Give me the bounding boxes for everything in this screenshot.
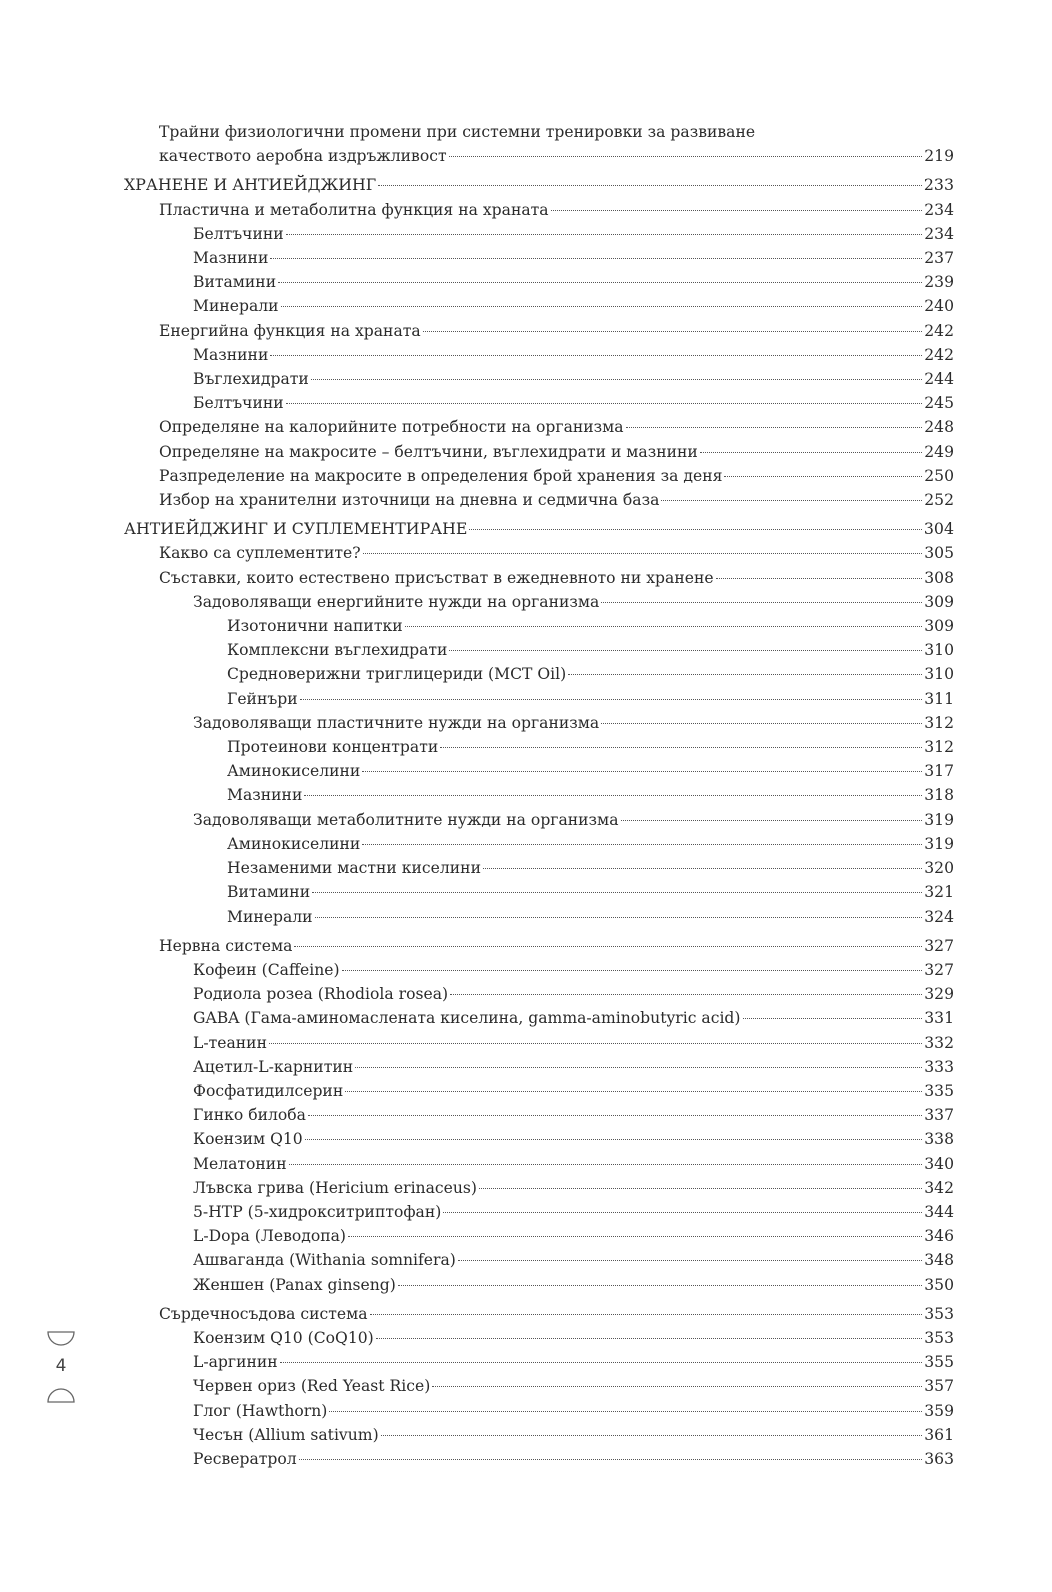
toc-page-number: 242 xyxy=(924,345,954,364)
toc-entry-title: АНТИЕЙДЖИНГ И СУПЛЕМЕНТИРАНЕ xyxy=(124,519,468,539)
toc-page-number: 244 xyxy=(924,370,954,389)
toc-entry-title: Кофеин (Caffeine) xyxy=(193,960,340,979)
toc-page-number: 317 xyxy=(924,762,954,781)
dot-leader xyxy=(315,917,923,918)
dot-leader xyxy=(304,795,922,796)
toc-entry xyxy=(124,735,954,759)
page-mark-bottom-ornament xyxy=(46,1386,76,1404)
toc-page-number: 363 xyxy=(924,1449,954,1468)
dot-leader xyxy=(724,476,922,477)
toc-entry-title: Нервна система xyxy=(159,936,293,955)
page-number-mark xyxy=(44,1330,78,1404)
toc-section-heading xyxy=(124,173,954,197)
toc-page-number: 242 xyxy=(924,321,954,340)
dot-leader xyxy=(743,1018,923,1019)
dot-leader xyxy=(381,1435,923,1436)
toc-entry xyxy=(124,958,954,982)
toc-entry-title: Разпределение на макросите в определения брой хранения за деня xyxy=(159,466,723,485)
toc-entry xyxy=(124,783,954,807)
dot-leader xyxy=(661,500,922,501)
dot-leader xyxy=(345,1091,922,1092)
toc-page-number: 355 xyxy=(924,1353,954,1372)
toc-page-number: 239 xyxy=(924,273,954,292)
toc-entry-title: Протеинови концентрати xyxy=(227,738,439,757)
toc-entry-title: Съставки, които естествено присъстват в ежедневното ни хранене xyxy=(159,568,714,587)
toc-entry-title: Минерали xyxy=(227,907,313,926)
toc-entry-title: Задоволяващи пластичните нужди на организма xyxy=(193,713,600,732)
toc-entry-title: Избор на хранителни източници на дневна и седмична база xyxy=(159,491,660,510)
toc-entry xyxy=(124,120,954,144)
toc-page-number: 361 xyxy=(924,1425,954,1444)
dot-leader xyxy=(601,602,922,603)
toc-page-number: 234 xyxy=(924,224,954,243)
dot-leader xyxy=(289,1164,923,1165)
toc-entry-title: Родиола розеа (Rhodiola rosea) xyxy=(193,985,449,1004)
toc-entry-title: Задоволяващи метаболитните нужди на организма xyxy=(193,810,619,829)
toc-page-number: 353 xyxy=(924,1328,954,1347)
toc-entry xyxy=(124,1302,954,1326)
toc-page-number: 219 xyxy=(924,147,954,166)
toc-entry xyxy=(124,662,954,686)
dot-leader xyxy=(362,771,922,772)
toc-entry xyxy=(124,832,954,856)
page-mark-top-ornament xyxy=(46,1330,76,1348)
toc-entry-title: Определяне на макросите – белтъчини, въглехидрати и мазнини xyxy=(159,442,698,461)
dot-leader xyxy=(621,820,923,821)
dot-leader xyxy=(305,1139,923,1140)
toc-page-number: 237 xyxy=(924,249,954,268)
dot-leader xyxy=(551,210,923,211)
toc-page-number: 304 xyxy=(923,519,954,539)
dot-leader xyxy=(405,626,923,627)
toc-page-number: 353 xyxy=(924,1304,954,1323)
dot-leader xyxy=(450,994,922,995)
toc-entry xyxy=(124,294,954,318)
toc-entry xyxy=(124,687,954,711)
dot-leader xyxy=(280,1362,923,1363)
toc-entry xyxy=(124,246,954,270)
toc-entry-title: Комплексни въглехидрати xyxy=(227,641,448,660)
toc-entry xyxy=(124,1224,954,1248)
toc-page-number: 357 xyxy=(924,1377,954,1396)
toc-entry-title: Определяне на калорийните потребности на организма xyxy=(159,418,624,437)
toc-entry-title: L-теанин xyxy=(193,1033,267,1052)
dot-leader xyxy=(601,723,922,724)
toc-page-number: 342 xyxy=(924,1178,954,1197)
toc-entry xyxy=(124,1350,954,1374)
dot-leader xyxy=(700,452,922,453)
toc-entry xyxy=(124,1273,954,1297)
toc-entry-title: Въглехидрати xyxy=(193,370,309,389)
toc-entry xyxy=(124,1152,954,1176)
dot-leader xyxy=(458,1260,922,1261)
dot-leader xyxy=(449,156,923,157)
dot-leader xyxy=(269,1043,922,1044)
dot-leader xyxy=(362,844,922,845)
toc-entry-title: Незаменими мастни киселини xyxy=(227,859,481,878)
toc-entry-title: Чесън (Allium sativum) xyxy=(193,1425,379,1444)
toc-entry xyxy=(124,541,954,565)
dot-leader xyxy=(440,747,922,748)
toc-page-number: 309 xyxy=(924,617,954,636)
toc-entry-title: Енергийна функция на храната xyxy=(159,321,421,340)
toc-entry-title: Глог (Hawthorn) xyxy=(193,1401,328,1420)
toc-entry-title: Ацетил-L-карнитин xyxy=(193,1057,354,1076)
toc-entry-title: Витамини xyxy=(227,883,311,902)
toc-entry xyxy=(124,1423,954,1447)
toc-page-number: 312 xyxy=(924,713,954,732)
toc-entry-title: Гинко билоба xyxy=(193,1106,306,1125)
toc-entry xyxy=(124,488,954,512)
toc-page-number: 321 xyxy=(924,883,954,902)
toc-page-number: 333 xyxy=(924,1057,954,1076)
dot-leader xyxy=(568,674,922,675)
toc-entry-title: Коензим Q10 (CoQ10) xyxy=(193,1328,374,1347)
toc-entry xyxy=(124,343,954,367)
toc-page-number: 308 xyxy=(924,568,954,587)
toc-page-number: 305 xyxy=(924,544,954,563)
toc-entry xyxy=(124,415,954,439)
toc-entry-title: Сърдечносъдова система xyxy=(159,1304,368,1323)
toc-entry xyxy=(124,1200,954,1224)
toc-page-number: 311 xyxy=(924,689,954,708)
toc-entry xyxy=(124,198,954,222)
toc-page-number: 319 xyxy=(924,834,954,853)
dot-leader xyxy=(370,1314,923,1315)
toc-page-number: 309 xyxy=(924,592,954,611)
dot-leader xyxy=(348,1236,922,1237)
toc-page-number: 245 xyxy=(924,394,954,413)
toc-entry-title: Коензим Q10 xyxy=(193,1130,303,1149)
toc-entry xyxy=(124,1079,954,1103)
toc-entry xyxy=(124,367,954,391)
toc-entry xyxy=(124,1103,954,1127)
toc-page-number: 310 xyxy=(924,665,954,684)
toc-page-number: 329 xyxy=(924,985,954,1004)
toc-entry-title: Задоволяващи енергийните нужди на организма xyxy=(193,592,600,611)
toc-entry xyxy=(124,880,954,904)
dot-leader xyxy=(479,1188,922,1189)
toc-entry-title: качеството аеробна издръжливост xyxy=(159,147,447,166)
toc-entry-title: Витамини xyxy=(193,273,277,292)
toc-page-number: 327 xyxy=(924,936,954,955)
dot-leader xyxy=(286,403,923,404)
toc-entry-title: GABA (Гама-аминомаслената киселина, gamma-aminobutyric acid) xyxy=(193,1009,741,1028)
toc-entry xyxy=(124,982,954,1006)
dot-leader xyxy=(432,1386,922,1387)
toc-entry xyxy=(124,905,954,929)
table-of-contents xyxy=(124,120,954,1471)
toc-entry-title: Пластична и метаболитна функция на храната xyxy=(159,200,549,219)
toc-entry xyxy=(124,391,954,415)
dot-leader xyxy=(376,1338,922,1339)
dot-leader xyxy=(378,185,922,186)
toc-entry-title: ХРАНЕНЕ И АНТИЕЙДЖИНГ xyxy=(124,175,377,195)
toc-page-number: 312 xyxy=(924,738,954,757)
toc-entry-title: Мазнини xyxy=(227,786,303,805)
toc-page-number: 324 xyxy=(924,907,954,926)
dot-leader xyxy=(355,1067,922,1068)
toc-entry xyxy=(124,1447,954,1471)
toc-page-number: 320 xyxy=(924,859,954,878)
toc-entry xyxy=(124,590,954,614)
toc-entry xyxy=(124,1176,954,1200)
toc-entry xyxy=(124,856,954,880)
dot-leader xyxy=(286,234,923,235)
toc-entry xyxy=(124,270,954,294)
toc-entry xyxy=(124,1031,954,1055)
toc-page-number: 252 xyxy=(924,491,954,510)
dot-leader xyxy=(423,331,923,332)
toc-entry-title: Белтъчини xyxy=(193,224,284,243)
toc-entry xyxy=(124,566,954,590)
dot-leader xyxy=(342,970,923,971)
toc-page-number: 248 xyxy=(924,418,954,437)
toc-entry-title: Мелатонин xyxy=(193,1154,287,1173)
dot-leader xyxy=(308,1115,922,1116)
toc-page-number: 350 xyxy=(924,1275,954,1294)
toc-entry xyxy=(124,464,954,488)
toc-entry xyxy=(124,1374,954,1398)
dot-leader xyxy=(294,946,922,947)
toc-page-number: 331 xyxy=(924,1009,954,1028)
toc-entry xyxy=(124,759,954,783)
toc-page-number: 344 xyxy=(924,1202,954,1221)
dot-leader xyxy=(398,1285,922,1286)
toc-page-number: 332 xyxy=(924,1033,954,1052)
toc-page-number: 250 xyxy=(924,466,954,485)
toc-entry-title: Аминокиселини xyxy=(227,834,361,853)
toc-entry-title: Какво са суплементите? xyxy=(159,544,361,563)
toc-entry-title: Ресвератрол xyxy=(193,1449,297,1468)
toc-page-number: 346 xyxy=(924,1227,954,1246)
toc-entry-title: Лъвска грива (Hericium erinaceus) xyxy=(193,1178,477,1197)
toc-page-number: 318 xyxy=(924,786,954,805)
toc-page-number: 249 xyxy=(924,442,954,461)
toc-entry-title: 5-HTP (5-хидрокситриптофан) xyxy=(193,1202,442,1221)
toc-entry-title: Средноверижни триглицериди (MCT Oil) xyxy=(227,665,567,684)
toc-entry-title: Фосфатидилсерин xyxy=(193,1081,344,1100)
dot-leader xyxy=(311,379,922,380)
dot-leader xyxy=(312,892,922,893)
toc-entry-title: Трайни физиологични промени при системни тренировки за развиване xyxy=(159,123,756,141)
dot-leader xyxy=(281,306,923,307)
dot-leader xyxy=(716,578,923,579)
toc-entry xyxy=(124,1055,954,1079)
toc-entry xyxy=(124,638,954,662)
dot-leader xyxy=(278,282,922,283)
toc-entry-title: L-аргинин xyxy=(193,1353,278,1372)
toc-page-number: 337 xyxy=(924,1106,954,1125)
toc-entry xyxy=(124,144,954,168)
toc-page-number: 310 xyxy=(924,641,954,660)
toc-entry xyxy=(124,1006,954,1030)
toc-entry-title: Мазнини xyxy=(193,249,269,268)
toc-entry xyxy=(124,319,954,343)
toc-entry-title: Мазнини xyxy=(193,345,269,364)
toc-entry-title: L-Dopa (Леводопа) xyxy=(193,1227,347,1246)
toc-entry-title: Гейнъри xyxy=(227,689,298,708)
toc-page-number: 234 xyxy=(924,200,954,219)
dot-leader xyxy=(443,1212,922,1213)
toc-page-number: 338 xyxy=(924,1130,954,1149)
toc-entry xyxy=(124,614,954,638)
toc-entry xyxy=(124,1399,954,1423)
dot-leader xyxy=(329,1411,922,1412)
toc-page-number: 327 xyxy=(924,960,954,979)
toc-page-number: 240 xyxy=(924,297,954,316)
page-number: 4 xyxy=(55,1356,67,1376)
dot-leader xyxy=(300,699,923,700)
toc-entry xyxy=(124,1127,954,1151)
toc-page-number: 319 xyxy=(924,810,954,829)
toc-entry-title: Червен ориз (Red Yeast Rice) xyxy=(193,1377,431,1396)
toc-page-number: 340 xyxy=(924,1154,954,1173)
dot-leader xyxy=(363,553,923,554)
toc-page-number: 348 xyxy=(924,1251,954,1270)
dot-leader xyxy=(270,355,922,356)
toc-entry xyxy=(124,1248,954,1272)
toc-page-number: 233 xyxy=(923,175,954,195)
toc-entry xyxy=(124,711,954,735)
toc-page-number: 335 xyxy=(924,1081,954,1100)
dot-leader xyxy=(626,427,923,428)
toc-entry-title: Белтъчини xyxy=(193,394,284,413)
toc-entry xyxy=(124,934,954,958)
dot-leader xyxy=(449,650,922,651)
toc-entry-title: Минерали xyxy=(193,297,279,316)
toc-entry-title: Изотонични напитки xyxy=(227,617,403,636)
toc-page-number: 359 xyxy=(924,1401,954,1420)
toc-entry-title: Женшен (Panax ginseng) xyxy=(193,1275,396,1294)
dot-leader xyxy=(299,1459,923,1460)
dot-leader xyxy=(469,529,921,530)
toc-entry xyxy=(124,808,954,832)
toc-entry-title: Аминокиселини xyxy=(227,762,361,781)
toc-entry xyxy=(124,222,954,246)
toc-entry-title: Ашваганда (Withania somnifera) xyxy=(193,1251,456,1270)
toc-entry xyxy=(124,1326,954,1350)
toc-entry xyxy=(124,440,954,464)
dot-leader xyxy=(270,258,922,259)
toc-section-heading xyxy=(124,517,954,541)
dot-leader xyxy=(483,868,922,869)
